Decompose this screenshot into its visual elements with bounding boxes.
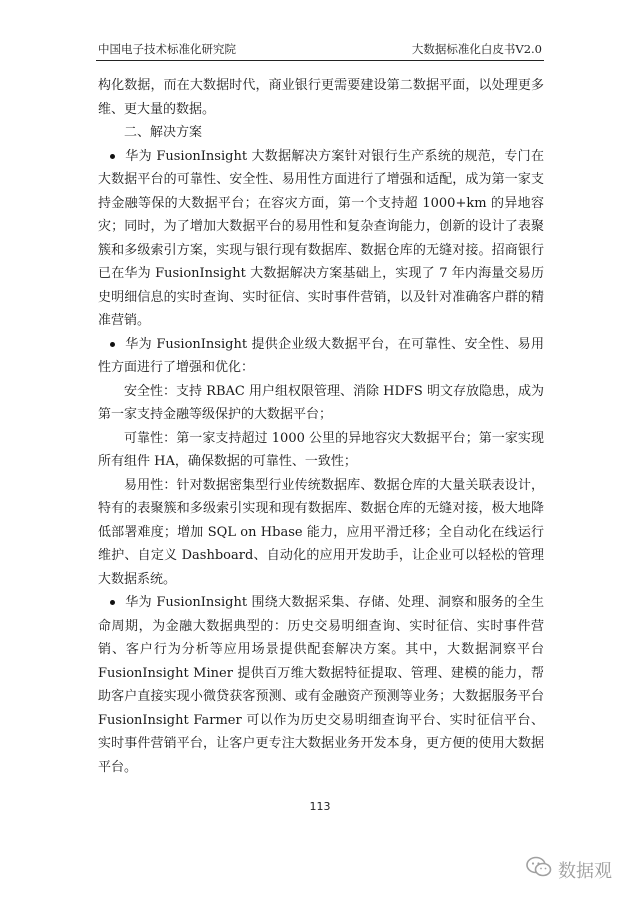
paragraph-security: 安全性：支持 RBAC 用户组权限管理、消除 HDFS 明文存放隐患，成为第一家支持金融等级保护的大数据平台； bbox=[98, 383, 544, 422]
bullet-text-2: 华为 FusionInsight 提供企业级大数据平台，在可靠性、安全性、易用性方面进行了增强和优化： bbox=[98, 336, 544, 375]
page-header bbox=[96, 38, 544, 61]
watermark bbox=[526, 856, 612, 883]
paragraph-reliability: 可靠性：第一家支持超过 1000 公里的异地容灾大数据平台；第一家实现所有组件 HA，确保数据的可靠性、一致性； bbox=[98, 430, 544, 469]
paragraph-intro: 构化数据，而在大数据时代，商业银行更需要建设第二数据平面，以处理更多维、更大量的数据。 bbox=[98, 78, 544, 117]
page-body bbox=[98, 74, 544, 779]
bullet-paragraph-3 bbox=[98, 591, 544, 779]
wechat-icon bbox=[526, 856, 552, 883]
paragraph-usability: 易用性：针对数据密集型行业传统数据库、数据仓库的大量关联表设计，特有的表聚簇和多级索引实现和现有数据库、数据仓库的无缝对接，极大地降低部署难度；增加 SQL on Hbase 能力，应用平滑迁移；全自动化在线运行维护、自定义 Dashboard、自动化的应用开发助手，让企业可以轻松的管理大数据系统。 bbox=[98, 477, 544, 587]
bullet-dot-icon bbox=[110, 342, 115, 347]
bullet-dot-icon bbox=[110, 154, 115, 159]
header-right-title: 大数据标准化白皮书V2.0 bbox=[411, 42, 542, 56]
bullet-text-1: 华为 FusionInsight 大数据解决方案针对银行生产系统的规范，专门在大数据平台的可靠性、安全性、易用性方面进行了增强和适配，成为第一家支持金融等保的大数据平台；在容灾方面，第一个支持超 1000+km 的异地容灾；同时，为了增加大数据平台的易用性和复杂查询能力，创新的设计了表聚簇和多级索引方案，实现与银行现有数据库、数据仓库的无缝对接。招商银行已在华为 FusionInsight 大数据解决方案基础上，实现了 7 年内海量交易历史明细信息的实时查询、实时征信、实时事件营销，以及针对准确客户群的精准营销。 bbox=[98, 148, 544, 328]
section-title: 二、解决方案 bbox=[124, 125, 203, 140]
bullet-text-3: 华为 FusionInsight 围绕大数据采集、存储、处理、洞察和服务的全生命周期，为金融大数据典型的：历史交易明细查询、实时征信、实时事件营销、客户行为分析等应用场景提供配套解决方案。其中，大数据洞察平台 FusionInsight Miner 提供百万维大数据特征提取、管理、建模的能力，帮助客户直接实现小微贷获客预测、或有金融资产预测等业务；大数据服务平台 FusionInsight Farmer 可以作为历史交易明细查询平台、实时征信平台、实时事件营销平台，让客户更专注大数据业务开发本身，更方便的使用大数据平台。 bbox=[98, 595, 544, 775]
watermark-text: 数据观 bbox=[558, 860, 612, 882]
header-left-org: 中国电子技术标准化研究院 bbox=[98, 42, 236, 56]
bullet-paragraph-2 bbox=[98, 333, 544, 380]
page-number: 113 bbox=[309, 800, 331, 813]
bullet-dot-icon bbox=[110, 600, 115, 605]
bullet-paragraph-1 bbox=[98, 145, 544, 333]
